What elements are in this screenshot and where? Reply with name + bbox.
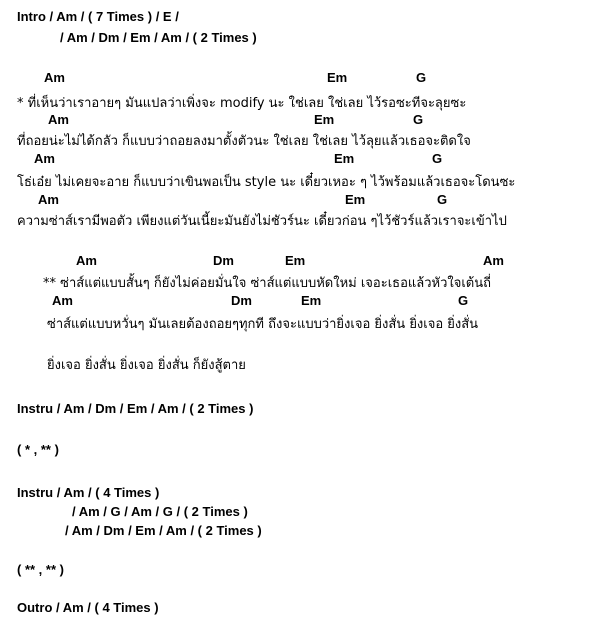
lyric-line: ความซ่าส์เรามีพอตัว เพียงแต่วันเนี้ยะมันยังไม่ชัวร์นะ เดี๋ยวก่อน ๆไว้ชัวร์แล้วเราจะเข้าไป [17, 214, 507, 229]
chord: Em [345, 192, 366, 207]
instru-line: Instru / Am / ( 4 Times ) [17, 485, 160, 500]
chord: Em [314, 112, 335, 127]
lyric-line: ** ซ่าส์แต่แบบสั้นๆ ก็ยังไม่ค่อยมั่นใจ ซ่าส์แต่แบบหัดใหม่ เจอะเธอแล้วหัวใจเต้นถี่ [43, 276, 491, 291]
intro-line-2: / Am / Dm / Em / Am / ( 2 Times ) [60, 30, 257, 45]
chord: Am [34, 151, 55, 166]
chord: Dm [213, 253, 234, 268]
chord: Am [48, 112, 69, 127]
lyric-line: * ที่เห็นว่าเราอายๆ มันแปลว่าเพิ่งจะ modify นะ ใช่เลย ใช่เลย ไว้รอซะทีจะลุยซะ [17, 96, 467, 111]
chord: G [437, 192, 448, 207]
lyric-line: ที่ถอยน่ะไม่ได้กลัว ก็แบบว่าถอยลงมาตั้งตัวนะ ใช่เลย ใช่เลย ไว้ลุยแล้วเธอจะติดใจ [17, 134, 471, 149]
chord: Em [301, 293, 322, 308]
chord: Am [76, 253, 97, 268]
chord: Em [285, 253, 306, 268]
chord: Am [52, 293, 73, 308]
instru-line: Instru / Am / Dm / Em / Am / ( 2 Times ) [17, 401, 254, 416]
repeat-marker: ( ** , ** ) [17, 562, 64, 577]
chord: G [432, 151, 443, 166]
lyric-line: โธ่เอ๋ย ไม่เคยจะอาย ก็แบบว่าเขินพอเป็น style นะ เดี๋ยวเหอะ ๆ ไว้พร้อมแล้วเธอจะโดนซะ [17, 175, 516, 190]
chord: Em [327, 70, 348, 85]
chord: Am [44, 70, 65, 85]
chord: G [413, 112, 424, 127]
outro-line: Outro / Am / ( 4 Times ) [17, 600, 159, 615]
chord: Dm [231, 293, 252, 308]
lyric-line: ยิ่งเจอ ยิ่งสั่น ยิ่งเจอ ยิ่งสั่น ก็ยังสู้ตาย [47, 358, 246, 373]
chord: Am [483, 253, 504, 268]
instru-line: / Am / Dm / Em / Am / ( 2 Times ) [65, 523, 262, 538]
chord: G [458, 293, 469, 308]
chord: Em [334, 151, 355, 166]
intro-line-1: Intro / Am / ( 7 Times ) / E / [17, 9, 179, 24]
chord: Am [38, 192, 59, 207]
instru-line: / Am / G / Am / G / ( 2 Times ) [72, 504, 248, 519]
chord: G [416, 70, 427, 85]
lyric-line: ซ่าส์แต่แบบหวั่นๆ มันเลยต้องถอยๆทุกที ถึงจะแบบว่ายิ่งเจอ ยิ่งสั่น ยิ่งเจอ ยิ่งสั่น [47, 317, 479, 332]
repeat-marker: ( * , ** ) [17, 442, 59, 457]
